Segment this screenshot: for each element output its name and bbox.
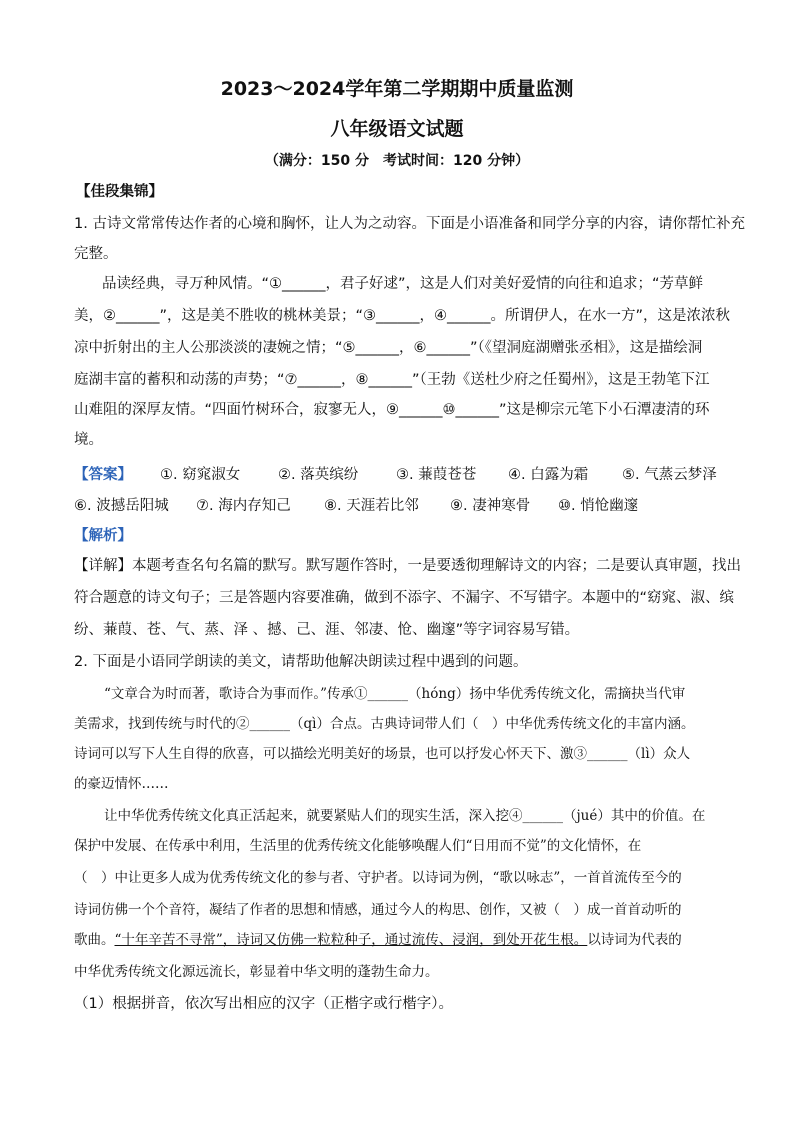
answer-item: ⑨. 凄神寒骨 (450, 498, 531, 514)
answer-item: ⑥. 波撼岳阳城 (74, 498, 169, 514)
answer-item: ⑧. 天涯若比邻 (324, 498, 419, 514)
q2-passage-line: （ ）中让更多人成为优秀传统文化的参与者、守护者。以诗词为例，“歌以咏志”，一首首流传至今的 (74, 870, 682, 886)
q2-passage-line: 诗词可以写下人生自得的欣喜，可以描绘光明美好的场景，也可以抒发心怀天下、激③______（lì）众人 (74, 746, 691, 762)
q1-paragraph-line: 庭湖丰富的蓄积和动荡的声势；“⑦______，⑧______”（王勃《送杜少府之任蜀州》，这是王勃笔下江 (74, 372, 710, 388)
exam-title: 2023～2024学年第二学期期中质量监测 (220, 78, 574, 100)
answer-item: ③. 蒹葭苍苍 (396, 467, 477, 483)
q2-passage-line: 美需求，找到传统与时代的②______（qì）合点。古典诗词带人们（ ）中华优秀传统文化的丰富内涵。 (74, 716, 695, 732)
q2-passage-line: “文章合为时而著，歌诗合为事而作。”传承①______（hóng）扬中华优秀传统文化，需摘抉当代审 (104, 686, 686, 702)
q2-passage-line: 中华优秀传统文化源远流长，彰显着中华文明的蓬勃生命力。 (74, 964, 439, 980)
detail-line: 符合题意的诗文句子；三是答题内容要准确，做到不添字、不漏字、不写错字。本题中的“窈窕、淑、缤 (74, 590, 735, 606)
q2-passage-line: 让中华优秀传统文化真正活起来，就要紧贴人们的现实生活，深入挖④______（jué）其中的价值。在 (104, 808, 706, 824)
detail-line: 【详解】本题考查名句名篇的默写。默写题作答时，一是要透彻理解诗文的内容；二是要认真审题，找出 (74, 558, 741, 574)
q2-passage-line: 保护中发展、在传承中利用，生活里的优秀传统文化能够唤醒人们“日用而不觉”的文化情怀，在 (74, 838, 642, 854)
q1-paragraph-line: 山难阻的深厚友情。“四面竹树环合，寂寥无人，⑨______⑩______”这是柳宗元笔下小石潭凄清的环 (74, 402, 710, 418)
q2-passage-line: 的豪迈情怀…… (74, 776, 169, 792)
section-heading: 【佳段集锦】 (76, 184, 163, 200)
answer-item: ⑦. 海内存知己 (196, 498, 291, 514)
q1-paragraph-line: 品读经典，寻万种风情。“①______，君子好逑”，这是人们对美好爱情的向往和追求；“芳草鲜 (102, 276, 704, 292)
underlined-sentence: “十年辛苦不寻常”，诗词又仿佛一粒粒种子，通过流传、浸润，到处开花生根。 (114, 932, 588, 948)
q1-paragraph-line: 美，②______”，这是美不胜收的桃林美景；“③______，④______。所谓伊人，在水一方”，这是浓浓秋 (74, 308, 731, 324)
analysis-label: 【解析】 (74, 528, 132, 544)
answer-item: ⑤. 气蒸云梦泽 (622, 467, 717, 483)
q1-stem-line-2: 完整。 (74, 246, 118, 262)
q1-paragraph-line: 凉中折射出的主人公那淡淡的凄婉之情；“⑤______，⑥______”（《望洞庭湖赠张丞相》，这是描绘洞 (74, 340, 703, 356)
q2-passage-text: 以诗词为代表的 (587, 932, 682, 948)
exam-subtitle: 八年级语文试题 (330, 118, 464, 140)
q2-passage-line (74, 930, 724, 950)
q1-stem-line-1: 1. 古诗文常常传达作者的心境和胸怀，让人为之动容。下面是小语准备和同学分享的内容，请你帮忙补充 (74, 216, 745, 232)
answer-item: ⑩. 悄怆幽邃 (558, 498, 639, 514)
q2-passage-text: 歌曲。 (74, 932, 115, 948)
detail-line: 纷、蒹葭、苍、气、蒸、泽 、撼、己、涯、邻凄、怆、幽邃”等字词容易写错。 (74, 622, 580, 638)
answer-item: ②. 落英缤纷 (278, 467, 359, 483)
answer-label: 【答案】 (74, 467, 132, 483)
answer-item: ①. 窈窕淑女 (160, 467, 241, 483)
q1-paragraph-line: 境。 (74, 432, 103, 448)
answer-item: ④. 白露为霜 (508, 467, 589, 483)
q2-subquestion-1: （1）根据拼音，依次写出相应的汉字（正楷字或行楷字）。 (74, 996, 453, 1012)
q2-stem: 2. 下面是小语同学朗读的美文，请帮助他解决朗读过程中遇到的问题。 (74, 654, 528, 670)
exam-meta: （满分：150 分 考试时间：120 分钟） (264, 153, 530, 169)
q2-passage-line: 诗词仿佛一个个音符，凝结了作者的思想和情感，通过今人的构思、创作，又被（ ）成一首首动听的 (74, 902, 682, 918)
